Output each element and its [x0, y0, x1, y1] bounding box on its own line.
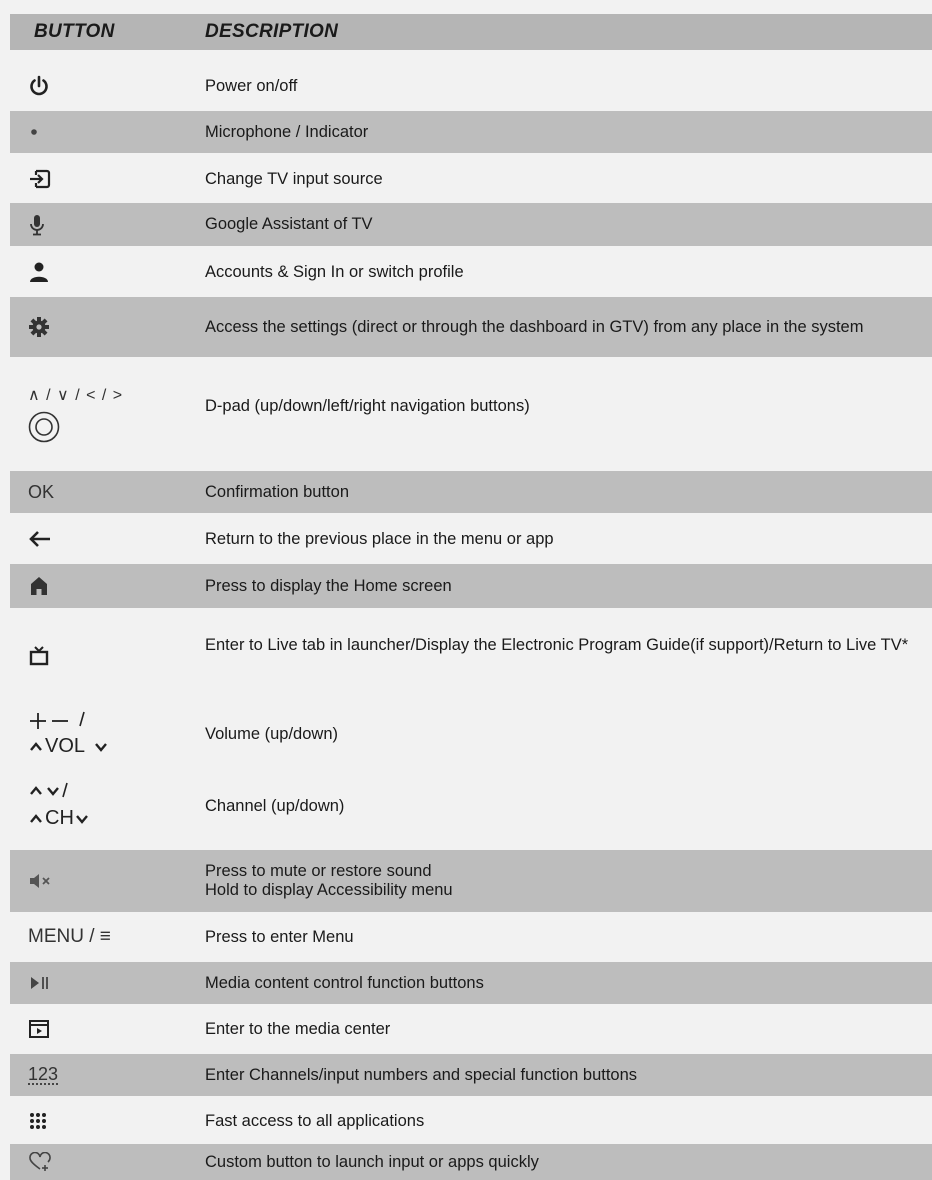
row-description: Google Assistant of TV	[205, 215, 373, 233]
column-header-description: DESCRIPTION	[205, 21, 339, 42]
home-icon	[28, 575, 50, 597]
row-description: Power on/off	[205, 76, 298, 95]
row-description: Volume (up/down)	[205, 724, 338, 743]
table-row	[10, 564, 932, 608]
row-description: Enter to the media center	[205, 1019, 391, 1038]
row-description: Accounts & Sign In or switch profile	[205, 262, 464, 281]
apps-grid-icon	[28, 1112, 48, 1130]
numbers-icon: 123	[28, 1064, 59, 1084]
table-row	[10, 1144, 932, 1180]
row-description: Channel (up/down)	[205, 796, 345, 815]
row-description: D-pad (up/down/left/right navigation buttons)	[205, 396, 530, 415]
ok-text: OK	[28, 481, 55, 502]
row-description: Confirmation button	[205, 482, 349, 501]
menu-icon: MENU / ≡	[28, 926, 111, 947]
row-description: Press to mute or restore sound Hold to display Accessibility menu	[205, 862, 453, 899]
table-row	[10, 203, 932, 246]
vol-label: VOL	[45, 735, 86, 757]
table-row	[10, 915, 932, 959]
row-description: Press to display the Home screen	[205, 576, 452, 595]
dpad-icon	[28, 411, 60, 443]
microphone-indicator-dot-icon	[28, 126, 40, 138]
table-row	[10, 774, 932, 838]
table-row	[10, 621, 932, 691]
row-description: Change TV input source	[205, 169, 383, 188]
table-row	[10, 850, 932, 912]
back-arrow-icon	[28, 530, 52, 548]
table-row	[10, 471, 932, 513]
volume-rocker-icon	[28, 709, 148, 759]
mute-icon	[28, 872, 54, 890]
table-row	[10, 1007, 932, 1051]
table-row	[10, 157, 932, 201]
table-row	[10, 111, 932, 153]
table-header-row	[10, 14, 932, 50]
table-row	[10, 1054, 932, 1096]
table-row	[10, 297, 932, 357]
row-description: Microphone / Indicator	[205, 122, 369, 141]
account-person-icon	[28, 261, 50, 283]
table-row	[10, 698, 932, 770]
channel-rocker-icon	[28, 781, 138, 831]
row-description: Press to enter Menu	[205, 927, 354, 946]
media-center-icon	[28, 1019, 50, 1039]
table-row	[10, 369, 932, 459]
row-description: Fast access to all applications	[205, 1111, 425, 1130]
table-row	[10, 517, 932, 561]
row-description: Media content control function buttons	[205, 973, 484, 992]
dpad-arrows-label: ∧ / ∨ / < / >	[28, 387, 124, 404]
input-source-icon	[28, 168, 52, 190]
row-description: Return to the previous place in the menu or app	[205, 529, 554, 548]
table-row	[10, 250, 932, 294]
custom-heart-icon	[28, 1152, 52, 1172]
row-description: Enter Channels/input numbers and special function buttons	[205, 1065, 638, 1084]
row-description: Access the settings (direct or through the dashboard in GTV) from any place in the system	[205, 317, 864, 336]
table-row	[10, 63, 932, 109]
column-header-button: BUTTON	[34, 21, 115, 42]
row-description: Enter to Live tab in launcher/Display the Electronic Program Guide(if support)/Return to Live TV*	[205, 635, 909, 654]
row-description: Custom button to launch input or apps quickly	[205, 1152, 539, 1171]
power-icon	[28, 75, 50, 97]
live-tv-icon	[28, 645, 50, 667]
play-pause-icon	[28, 974, 54, 992]
settings-gear-icon	[28, 316, 50, 338]
google-assistant-mic-icon	[28, 213, 46, 237]
table-row	[10, 1100, 932, 1142]
table-row	[10, 962, 932, 1004]
ch-label: CH	[45, 807, 74, 829]
